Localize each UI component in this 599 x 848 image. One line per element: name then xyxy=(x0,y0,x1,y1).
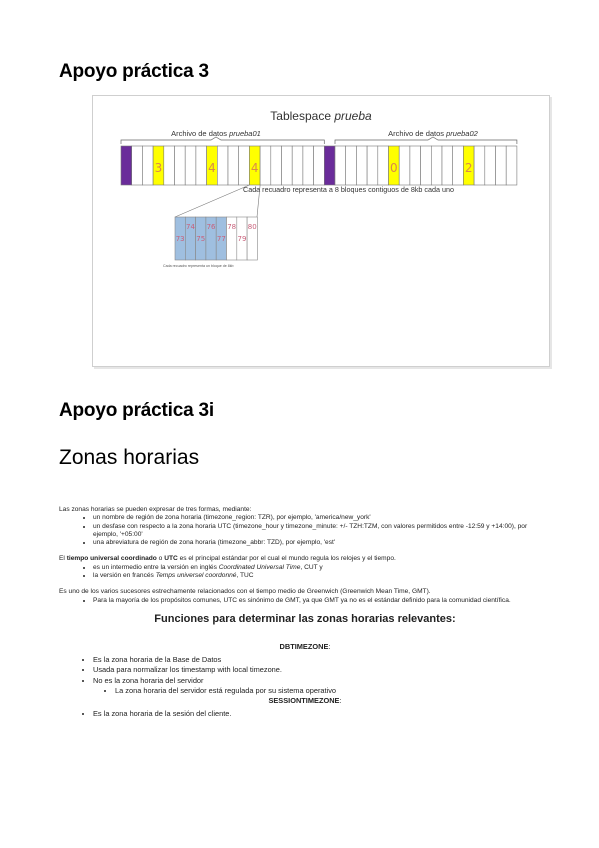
sessiontimezone-heading: SESSIONTIMEZONE: xyxy=(268,695,342,705)
zoom-line xyxy=(175,185,249,217)
detail-mark: 79 xyxy=(237,235,247,243)
list-item: • un nombre de región de zona horaria (timezone_region: TZR), por ejemplo, 'america/new_york' xyxy=(93,514,551,522)
brace xyxy=(121,137,324,144)
block-cell xyxy=(303,146,314,185)
block-cell xyxy=(324,146,335,185)
block-cell xyxy=(292,146,303,185)
list-item: • Es la zona horaria de la sesión del cliente. xyxy=(93,709,231,719)
detail-mark: 80 xyxy=(247,223,257,231)
block-cell xyxy=(228,146,239,185)
section-heading-zonas-horarias: Zonas horarias xyxy=(59,446,200,469)
list-item: • es un intermedio entre la versión en inglés Coordinated Universal Time, CUT y xyxy=(93,564,551,572)
block-cell xyxy=(485,146,496,185)
block-mark: 0 xyxy=(390,161,398,175)
block-cell xyxy=(271,146,282,185)
block-cell xyxy=(367,146,378,185)
detail-mark: 77 xyxy=(216,235,226,243)
intro-paragraph: Las zonas horarias se pueden expresar de tres formas, mediante: xyxy=(59,506,252,513)
gmt-list xyxy=(59,597,551,605)
block-cell xyxy=(185,146,196,185)
block-mark: 2 xyxy=(464,161,473,175)
block-cell xyxy=(442,146,453,185)
file2-label: Archivo de datos prueba02 xyxy=(388,129,478,138)
detail-mark: 78 xyxy=(227,223,237,231)
detail-mark: 76 xyxy=(206,223,216,231)
utc-list xyxy=(59,564,551,581)
figure-title: Tablespace prueba xyxy=(270,109,372,123)
block-cell xyxy=(260,146,271,185)
gmt-paragraph: Es uno de los varios sucesores estrechamente relacionados con el tiempo medio de Greenwich (Greenwich Mean Time, GMT). xyxy=(59,588,431,596)
block-cell xyxy=(431,146,442,185)
section-heading-practica-3: Apoyo práctica 3 xyxy=(59,61,209,82)
detail-mark: 73 xyxy=(175,235,185,243)
figure-caption-small: Cada recuadro representa un bloque de 8kb xyxy=(163,264,234,268)
block-mark: 3 xyxy=(154,161,163,175)
block-cell xyxy=(282,146,293,185)
block-cell xyxy=(121,146,132,185)
file1-label: Archivo de datos prueba01 xyxy=(171,129,261,138)
block-cell xyxy=(474,146,485,185)
block-cell xyxy=(217,146,228,185)
sessiontimezone-list xyxy=(59,709,231,719)
list-item: • Usada para normalizar los timestamp with local timezone. xyxy=(93,665,336,675)
brace xyxy=(335,137,517,144)
block-cell xyxy=(399,146,410,185)
block-row xyxy=(121,146,517,185)
block-cell xyxy=(356,146,367,185)
block-mark: 4 xyxy=(250,161,259,175)
block-cell xyxy=(410,146,421,185)
block-cell xyxy=(132,146,143,185)
tablespace-figure xyxy=(92,95,550,367)
detail-mark: 74 xyxy=(185,223,195,231)
section-heading-practica-3i: Apoyo práctica 3i xyxy=(59,400,214,421)
block-cell xyxy=(164,146,175,185)
block-cell xyxy=(378,146,389,185)
block-cell xyxy=(142,146,153,185)
list-item: • un desfase con respecto a la zona horaria UTC (timezone_hour y timezone_minute: +/- TZH:TZM, con valores permitidos entre -12:59 y +14:00), por ejemplo, '+05:00' xyxy=(93,523,551,540)
list-item: • la versión en francés Temps universel coordonné, TUC xyxy=(93,572,551,580)
block-detail xyxy=(175,217,257,260)
timezone-document xyxy=(59,506,551,755)
block-cell xyxy=(314,146,325,185)
list-item: • Es la zona horaria de la Base de Datos xyxy=(93,655,336,665)
block-cell xyxy=(421,146,432,185)
block-cell xyxy=(196,146,207,185)
block-cell xyxy=(453,146,464,185)
file-braces xyxy=(121,137,517,144)
utc-paragraph: El tiempo universal coordinado o UTC es el principal estándar por el cual el mundo regula los relojes y el tiempo. xyxy=(59,555,396,563)
functions-section xyxy=(59,605,551,755)
block-cell xyxy=(175,146,186,185)
timezone-ways-list xyxy=(59,514,551,547)
tablespace-diagram xyxy=(93,96,549,366)
dbtimezone-heading: DBTIMEZONE: xyxy=(279,641,331,651)
list-item: • una abreviatura de región de zona horaria (timezone_abbr: TZD), por ejemplo, 'est' xyxy=(93,539,551,547)
dbtimezone-list xyxy=(59,655,336,696)
figure-caption-large: Cada recuadro representa a 8 bloques contiguos de 8kb cada uno xyxy=(243,185,454,194)
list-item: • No es la zona horaria del servidor xyxy=(93,676,336,686)
block-cell xyxy=(346,146,357,185)
list-item: • Para la mayoría de los propósitos comunes, UTC es sinónimo de GMT, ya que GMT ya no es el estándar definido para la comunidad científica. xyxy=(93,597,551,605)
functions-title: Funciones para determinar las zonas horarias relevantes: xyxy=(154,612,456,625)
block-cell xyxy=(335,146,346,185)
block-mark: 4 xyxy=(208,161,216,175)
list-item: • La zona horaria del servidor está regulada por su sistema operativo xyxy=(115,686,336,696)
block-cell xyxy=(496,146,507,185)
block-cell xyxy=(506,146,517,185)
detail-mark: 75 xyxy=(196,235,206,243)
block-cell xyxy=(239,146,250,185)
